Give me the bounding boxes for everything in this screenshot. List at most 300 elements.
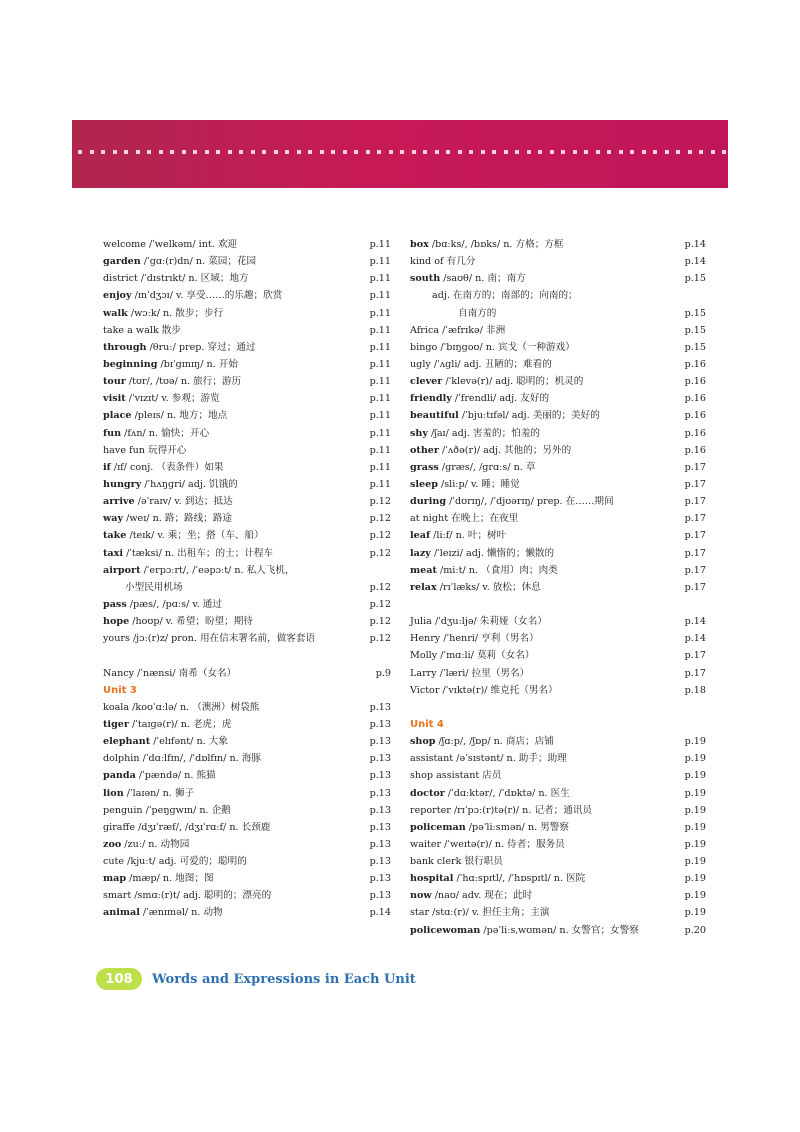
- entry-definition: /ˈfrendli/ adj. 友好的: [451, 393, 550, 405]
- entry-word: waiter: [410, 838, 442, 850]
- entry-word: giraffe: [103, 821, 136, 833]
- entry-definition: /əˈraɪv/ v. 到达；抵达: [134, 496, 233, 508]
- entry-page-ref: p.11: [369, 461, 391, 473]
- entry-word: shy: [410, 427, 428, 439]
- vocab-entry: [410, 802, 706, 819]
- banner-dot: [699, 150, 703, 154]
- banner-dot: [400, 150, 404, 154]
- vocab-entry: [410, 373, 706, 390]
- entry-definition: /bɪˈɡɪnɪŋ/ n. 开始: [157, 358, 238, 370]
- banner-dot: [561, 150, 565, 154]
- entry-word: relax: [410, 581, 437, 593]
- entry-word: policeman: [410, 821, 466, 833]
- entry-text: [103, 236, 237, 253]
- entry-word: fun: [103, 427, 122, 439]
- entry-word: yours: [103, 633, 130, 645]
- entry-definition: /wɔːk/ n. 散步；步行: [127, 307, 224, 319]
- vocab-entry: [410, 476, 706, 493]
- entry-definition: /dʒɪˈræf/, /dʒɪˈrɑːf/ n. 长颈鹿: [135, 821, 271, 833]
- entry-text: [103, 613, 253, 630]
- banner-dot: [389, 150, 393, 154]
- entry-word: hope: [103, 616, 130, 628]
- entry-word: take: [103, 530, 127, 542]
- entry-text: [410, 870, 585, 887]
- right-column: [410, 236, 706, 939]
- footer: [96, 968, 416, 990]
- banner-dot: [619, 150, 623, 154]
- vocab-entry: [103, 870, 391, 887]
- entry-word: zoo: [103, 838, 122, 850]
- banner-dot: [573, 150, 577, 154]
- entry-text: [103, 476, 238, 493]
- entry-word: penguin: [103, 804, 143, 816]
- entry-definition: /zuː/ n. 动物园: [121, 838, 190, 850]
- entry-text: [103, 853, 247, 870]
- entry-page-ref: p.17: [684, 513, 706, 525]
- banner-dot: [423, 150, 427, 154]
- entry-page-ref: p.11: [369, 427, 391, 439]
- entry-page-ref: p.19: [684, 787, 706, 799]
- entry-definition: /ˈmɑːli/ 莫莉（女名）: [437, 650, 535, 662]
- entry-page-ref: p.17: [684, 564, 706, 576]
- entry-word: policewoman: [410, 924, 481, 936]
- entry-page-ref: p.14: [684, 256, 706, 268]
- entry-definition: /ˈerpɔːrt/, /ˈeəpɔːt/ n. 私人飞机，: [140, 564, 295, 576]
- entry-page-ref: p.19: [684, 770, 706, 782]
- entry-word: box: [410, 239, 429, 250]
- entry-text: [410, 339, 575, 356]
- entry-definition: /jɔː(r)z/ pron. 用在信末署名前，做客套语: [129, 633, 316, 645]
- vocab-entry: [103, 630, 391, 647]
- entry-text: [410, 785, 570, 802]
- vocab-entry: [103, 459, 391, 476]
- entry-page-ref: p.13: [369, 890, 391, 902]
- entry-page-ref: p.19: [684, 873, 706, 885]
- entry-definition: /ˈbjuːtɪfəl/ adj. 美丽的；美好的: [458, 410, 600, 422]
- entry-page-ref: p.11: [369, 376, 391, 388]
- entry-text: [103, 819, 270, 836]
- entry-text: [103, 270, 249, 287]
- vocab-entry: [410, 785, 706, 802]
- entry-page-ref: p.11: [369, 393, 391, 405]
- entry-word: star: [410, 907, 430, 919]
- entry-text: [410, 562, 558, 579]
- entry-definition: /kjuːt/ adj. 可爱的；聪明的: [124, 856, 247, 868]
- entry-definition: 散步: [158, 324, 181, 336]
- vocab-entry: [410, 493, 706, 510]
- vocab-entry: [103, 373, 391, 390]
- entry-definition: /fʌn/ n. 愉快；开心: [121, 427, 210, 439]
- banner-dot: [274, 150, 278, 154]
- entry-definition: /ˈweɪtə(r)/ n. 侍者；服务员: [441, 838, 565, 850]
- entry-text: [410, 682, 558, 699]
- entry-page-ref: p.14: [369, 907, 391, 919]
- entry-text: [410, 510, 518, 527]
- banner-dot: [469, 150, 473, 154]
- entry-page-ref: p.16: [684, 358, 706, 370]
- entry-word: way: [103, 513, 124, 525]
- vocab-entry: [410, 305, 706, 322]
- entry-page-ref: p.19: [684, 804, 706, 816]
- banner-dot: [101, 150, 105, 154]
- entry-word: other: [410, 444, 439, 456]
- entry-text: [103, 699, 259, 716]
- entry-word: grass: [410, 461, 439, 473]
- banner-dot: [78, 150, 82, 154]
- entry-text: [103, 510, 232, 527]
- entry-definition: /ˈhenri/ 亨利（男名）: [440, 633, 539, 645]
- entry-page-ref: p.18: [684, 684, 706, 696]
- entry-definition: /smɑː(r)t/ adj. 聪明的；漂亮的: [131, 890, 272, 902]
- entry-text: [410, 545, 554, 562]
- vocab-entry: [410, 339, 706, 356]
- entry-definition: /koʊˈɑːlə/ n. （澳洲）树袋熊: [129, 701, 260, 713]
- banner-dot: [688, 150, 692, 154]
- vocab-entry: [410, 665, 706, 682]
- vocab-entry: [103, 287, 391, 304]
- vocab-entry: [103, 767, 391, 784]
- entry-page-ref: p.19: [684, 856, 706, 868]
- entry-word: map: [103, 873, 127, 885]
- entry-word: garden: [103, 256, 141, 268]
- vocab-entry: [410, 322, 706, 339]
- entry-word: taxi: [103, 547, 124, 559]
- entry-text: [103, 904, 223, 921]
- entry-text: [103, 459, 224, 476]
- vocab-entry: [103, 442, 391, 459]
- entry-page-ref: p.12: [369, 547, 391, 559]
- entry-definition: /ˈvɪktə(r)/ 维克托（男名）: [439, 684, 558, 696]
- vocab-entry: [410, 545, 706, 562]
- entry-word: Victor: [410, 684, 440, 696]
- entry-page-ref: p.13: [369, 856, 391, 868]
- entry-text: [103, 665, 236, 682]
- vocab-entry: [410, 579, 706, 596]
- entry-word: hungry: [103, 478, 142, 490]
- entry-definition: /ˈlaɪən/ n. 狮子: [123, 787, 195, 799]
- banner-dot: [458, 150, 462, 154]
- entry-definition: /ˈpeŋɡwɪn/ n. 企鹅: [142, 804, 231, 816]
- banner-dot: [113, 150, 117, 154]
- entry-text: [103, 767, 216, 784]
- unit-heading: Unit 3: [103, 684, 137, 696]
- entry-word: animal: [103, 907, 140, 919]
- entry-page-ref: p.12: [369, 598, 391, 610]
- vocab-entry: [410, 647, 706, 664]
- entry-text: [103, 407, 227, 424]
- banner-dot: [515, 150, 519, 154]
- entry-page-ref: p.13: [369, 770, 391, 782]
- entry-page-ref: p.13: [369, 821, 391, 833]
- banner-dot: [124, 150, 128, 154]
- entry-text: [103, 562, 295, 579]
- entry-page-ref: p.19: [684, 821, 706, 833]
- entry-text: [103, 887, 271, 904]
- banner-dot: [343, 150, 347, 154]
- entry-text: [103, 545, 273, 562]
- entry-text: [103, 442, 186, 459]
- entry-text: [410, 373, 583, 390]
- entry-text: [410, 476, 520, 493]
- entry-text: [103, 339, 255, 356]
- entry-page-ref: p.16: [684, 410, 706, 422]
- banner-dot: [159, 150, 163, 154]
- entry-word: Africa: [410, 324, 440, 336]
- entry-page-ref: p.17: [684, 496, 706, 508]
- banner-dot: [262, 150, 266, 154]
- entry-text: [410, 904, 549, 921]
- entry-page-ref: p.9: [375, 667, 391, 679]
- entry-page-ref: p.17: [684, 650, 706, 662]
- entry-text: [410, 750, 567, 767]
- entry-word: elephant: [103, 736, 151, 748]
- entry-word: through: [103, 341, 147, 353]
- entry-word: tour: [103, 376, 126, 388]
- entry-word: kind of: [410, 256, 444, 268]
- entry-definition: /mæp/ n. 地图；图: [126, 873, 214, 885]
- entry-definition: /ˈbɪŋɡoʊ/ n. 宾戈（一种游戏）: [437, 341, 575, 353]
- banner-dot: [722, 150, 726, 154]
- entry-definition: /ˈdɪstrɪkt/ n. 区域；地方: [137, 273, 249, 285]
- vocab-entry: [103, 270, 391, 287]
- vocab-entry: [103, 819, 391, 836]
- entry-definition: /teɪk/ v. 乘；坐；搭（车、船）: [126, 530, 264, 542]
- entry-definition: 在晚上；在夜里: [448, 513, 519, 525]
- entry-page-ref: p.17: [684, 530, 706, 542]
- entry-page-ref: p.16: [684, 444, 706, 456]
- entry-text: [410, 613, 547, 630]
- entry-text: [410, 527, 506, 544]
- entry-definition: /ˈklevə(r)/ adj. 聪明的；机灵的: [442, 376, 584, 388]
- entry-definition: /pæs/, /pɑːs/ v. 通过: [126, 598, 222, 610]
- entry-word: visit: [103, 393, 126, 405]
- vocab-entry: [103, 339, 391, 356]
- entry-definition: /ˈleɪzi/ adj. 懒惰的；懒散的: [430, 547, 555, 559]
- banner-dot: [435, 150, 439, 154]
- entry-definition: 银行职员: [461, 856, 503, 868]
- vocab-entry: [103, 665, 391, 682]
- entry-word: reporter: [410, 804, 451, 816]
- entry-text: [410, 579, 541, 596]
- entry-page-ref: p.11: [369, 290, 391, 302]
- banner-dot: [538, 150, 542, 154]
- vocab-entry: [410, 270, 706, 287]
- entry-page-ref: p.12: [369, 633, 391, 645]
- entry-word: Henry: [410, 633, 441, 645]
- vocab-entry: [103, 562, 391, 579]
- entry-word: meat: [410, 564, 437, 576]
- banner-dot: [492, 150, 496, 154]
- entry-page-ref: p.16: [684, 427, 706, 439]
- vocab-entry: [103, 510, 391, 527]
- banner-dot: [239, 150, 243, 154]
- entry-page-ref: p.15: [684, 307, 706, 319]
- entry-definition: /rɪˈlæks/ v. 放松；休息: [436, 581, 541, 593]
- entry-definition: /rɪˈpɔː(r)tə(r)/ n. 记者；通讯员: [450, 804, 593, 816]
- vocab-entry: [103, 699, 391, 716]
- entry-word: shop assistant: [410, 770, 480, 782]
- entry-word: have fun: [103, 444, 145, 456]
- entry-word: south: [410, 273, 441, 285]
- vocab-entry: [103, 305, 391, 322]
- banner-dot: [584, 150, 588, 154]
- entry-page-ref: p.20: [684, 924, 706, 936]
- entry-word: now: [410, 890, 432, 902]
- entry-definition: /ʃaɪ/ adj. 害羞的；怕羞的: [427, 427, 541, 439]
- entry-text: [410, 407, 600, 424]
- entry-page-ref: p.14: [684, 616, 706, 628]
- vocab-entry: [410, 767, 706, 784]
- banner-dot: [193, 150, 197, 154]
- entry-page-ref: p.15: [684, 324, 706, 336]
- entry-text: [103, 390, 220, 407]
- entry-definition: /ʃɑːp/, /ʃɒp/ n. 商店；店铺: [435, 736, 554, 748]
- entry-text: [410, 390, 549, 407]
- entry-definition: /pəˈliːsmən/ n. 男警察: [465, 821, 570, 833]
- entry-text: [410, 819, 569, 836]
- entry-word: bank clerk: [410, 856, 462, 868]
- spacer: [410, 699, 706, 716]
- entry-text: [410, 836, 565, 853]
- entry-definition: /ɡræs/, /ɡrɑːs/ n. 草: [438, 461, 536, 473]
- banner-dot: [412, 150, 416, 154]
- vocab-entry: [410, 853, 706, 870]
- entry-text: [410, 733, 554, 750]
- vocab-entry: [103, 476, 391, 493]
- vocab-entry: [103, 802, 391, 819]
- entry-definition: /bɑːks/, /bɒks/ n. 方格；方框: [428, 239, 564, 250]
- entry-word: leaf: [410, 530, 431, 542]
- banner-dot: [228, 150, 232, 154]
- banner-dot: [642, 150, 646, 154]
- entry-word: lazy: [410, 547, 431, 559]
- banner-dot: [630, 150, 634, 154]
- entry-word: place: [103, 410, 132, 422]
- entry-definition: /miːt/ n. （食用）肉；肉类: [436, 564, 558, 576]
- entry-text: [432, 287, 578, 304]
- entry-text: [103, 305, 223, 322]
- vocab-entry: [410, 922, 706, 939]
- entry-definition: /ɪf/ conj. （表条件）如果: [110, 461, 224, 473]
- entry-definition: /pəˈliːsˌwʊmən/ n. 女警官；女警察: [480, 924, 639, 936]
- entry-text: [103, 356, 238, 373]
- entry-page-ref: p.13: [369, 718, 391, 730]
- entry-page-ref: p.12: [369, 581, 391, 593]
- entry-text: [410, 322, 505, 339]
- banner-dot: [676, 150, 680, 154]
- entry-text: [103, 733, 228, 750]
- banner-dot: [182, 150, 186, 154]
- entry-text: [410, 442, 571, 459]
- entry-text: [410, 767, 502, 784]
- banner-dot: [216, 150, 220, 154]
- banner-dot: [711, 150, 715, 154]
- entry-text: [103, 425, 209, 442]
- entry-word: cute: [103, 856, 125, 868]
- entry-page-ref: p.11: [369, 341, 391, 353]
- entry-definition: /ˈwelkəm/ int. 欢迎: [145, 239, 238, 250]
- banner-dot: [527, 150, 531, 154]
- entry-definition: /ɪnˈdʒɔɪ/ v. 享受……的乐趣；欣赏: [131, 290, 283, 302]
- banner-dot: [147, 150, 151, 154]
- entry-definition: adj. 在南方的；南部的；向南的；: [432, 290, 578, 302]
- banner-dot: [366, 150, 370, 154]
- entry-definition: /ˈpændə/ n. 熊猫: [135, 770, 216, 782]
- entry-word: dolphin: [103, 753, 140, 765]
- vocab-entry: [103, 853, 391, 870]
- entry-definition: 有几分: [443, 256, 476, 268]
- vocab-entry: [410, 562, 706, 579]
- entry-text: [103, 785, 194, 802]
- entry-page-ref: p.12: [369, 530, 391, 542]
- vocab-entry: [103, 904, 391, 921]
- entry-page-ref: p.19: [684, 838, 706, 850]
- banner-dot: [205, 150, 209, 154]
- entry-word: airport: [103, 564, 141, 576]
- entry-text: [103, 802, 231, 819]
- vocab-entry: [410, 459, 706, 476]
- entry-word: panda: [103, 770, 136, 782]
- banner-dot: [446, 150, 450, 154]
- entry-word: welcome: [103, 239, 146, 250]
- entry-text: [103, 750, 261, 767]
- vocab-entry: [103, 425, 391, 442]
- vocab-entry: [410, 253, 706, 270]
- banner-dot: [377, 150, 381, 154]
- entry-definition: /ˈvɪzɪt/ v. 参观；游览: [125, 393, 220, 405]
- entry-page-ref: p.19: [684, 907, 706, 919]
- entry-definition: /ˈænɪməl/ n. 动物: [139, 907, 223, 919]
- banner-dot: [170, 150, 174, 154]
- entry-word: enjoy: [103, 290, 132, 302]
- vocab-entry: [410, 527, 706, 544]
- entry-text: [410, 493, 614, 510]
- entry-definition: /ˈtæksi/ n. 出租车；的士；计程车: [123, 547, 274, 559]
- entry-definition: /ˈhɑːspɪtl/, /ˈhɒspɪtl/ n. 医院: [453, 873, 586, 885]
- entry-definition: /əˈsɪstənt/ n. 助手；助理: [453, 753, 567, 765]
- vocab-entry: [103, 716, 391, 733]
- entry-definition: /θruː/ prep. 穿过；通过: [146, 341, 256, 353]
- vocab-entry: [410, 356, 706, 373]
- vocab-entry: [103, 322, 391, 339]
- entry-page-ref: p.13: [369, 753, 391, 765]
- entry-definition: /ˈdɑːlfɪn/, /ˈdɒlfɪn/ n. 海豚: [139, 753, 261, 765]
- entry-page-ref: p.19: [684, 890, 706, 902]
- banner-dot: [90, 150, 94, 154]
- vocab-entry: [103, 613, 391, 630]
- entry-word: beginning: [103, 358, 158, 370]
- entry-text: [103, 373, 241, 390]
- entry-page-ref: p.16: [684, 393, 706, 405]
- entry-word: pass: [103, 598, 127, 610]
- entry-page-ref: p.14: [684, 633, 706, 645]
- header-banner: [72, 120, 728, 188]
- banner-dot: [331, 150, 335, 154]
- entry-page-ref: p.12: [369, 496, 391, 508]
- entry-word: arrive: [103, 496, 135, 508]
- entry-page-ref: p.17: [684, 478, 706, 490]
- entry-definition: /liːf/ n. 叶；树叶: [430, 530, 507, 542]
- banner-dot: [354, 150, 358, 154]
- vocab-entry: [103, 545, 391, 562]
- entry-text: [458, 305, 496, 322]
- entry-word: walk: [103, 307, 128, 319]
- entry-definition: /ˈdʊrɪŋ/, /ˈdjʊərɪŋ/ prep. 在……期间: [446, 496, 614, 508]
- entry-text: [410, 253, 475, 270]
- entry-text: [410, 853, 503, 870]
- vocab-entry: [410, 904, 706, 921]
- vocab-entry: [410, 682, 706, 699]
